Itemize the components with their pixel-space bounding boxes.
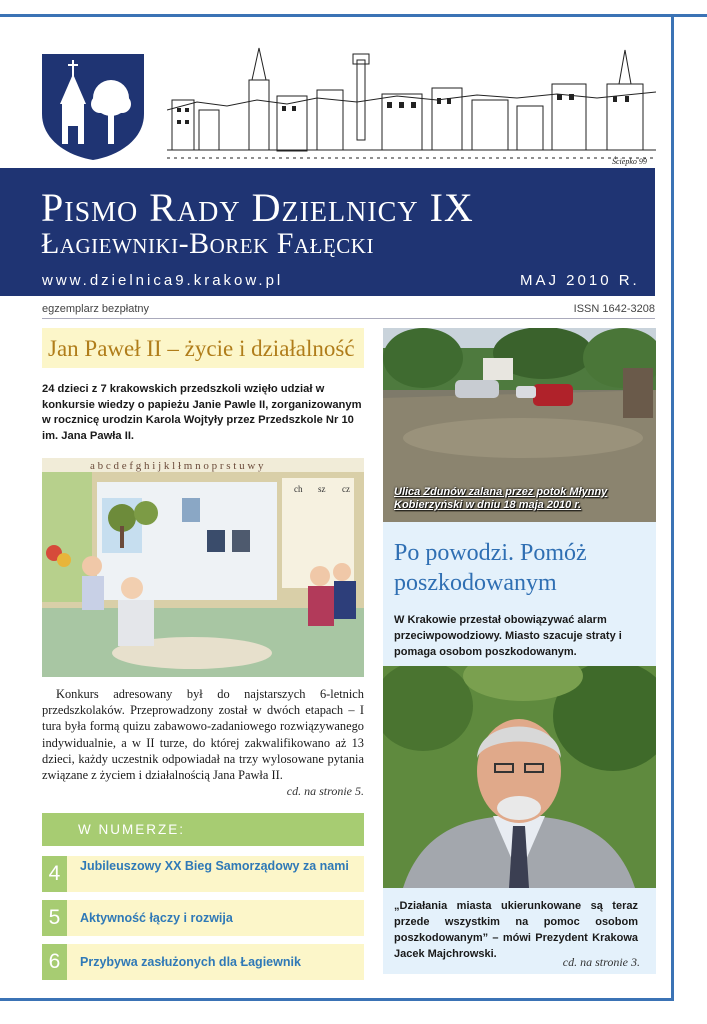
portrait-photo [383, 666, 656, 888]
masthead-subtitle: Łagiewniki-Borek Fałęcki [41, 227, 374, 260]
toc-item-number: 4 [42, 856, 67, 892]
coat-of-arms-icon [40, 52, 146, 162]
town-sketch-illustration [167, 40, 656, 168]
frame-top-border [0, 14, 707, 17]
toc-heading: W NUMERZE: [78, 822, 185, 837]
article-continued-link[interactable]: cd. na stronie 5. [286, 784, 364, 798]
article-lead: 24 dzieci z 7 krakowskich przedszkoli wzięło udział w konkursie wiedzy o papieżu Janie Pawle II, zorganizowanym w rocznicę urodzin Karola Wojtyły przez Przedszkole Nr 10 im. Jana Pawła II. [42, 383, 362, 442]
article-right-lead: W Krakowie przestał obowiązywać alarm przeciwpowodziowy. Miasto szacuje straty i pomaga osobom poszkodowanym. [394, 614, 622, 658]
toc-item-number: 5 [42, 900, 67, 936]
classroom-photo [42, 458, 364, 677]
flood-photo-caption: Ulica Zdunów zalana przez potok Młynny Kobierzyński w dniu 18 maja 2010 r. [394, 486, 608, 511]
issue-date: MAJ 2010 R. [520, 272, 640, 289]
quote-continued-link[interactable]: cd. na stronie 3. [562, 955, 640, 969]
toc-item-label[interactable]: Jubileuszowy XX Bieg Samorządowy za nami [80, 859, 349, 873]
article-body: Konkurs adresowany był do najstarszych 6-letnich przedszkolaków. Przeprowadzony został w dwóch etapach – I tura była formą quizu zabawowo-zadaniowego rozwiązywanego indywidualnie, a w II turze, do której zakwalifikowano aż 13 dzieci, każdy uczestnik odpowiadał na trzy wylosowane pytania związane z życiem i działalnością Jana Pawła II. [42, 687, 364, 783]
frame-right-border [671, 14, 674, 999]
toc-item-label[interactable]: Aktywność łączy i rozwija [80, 911, 233, 925]
photo-alphabet: a b c d e f g h i j k l ł m n o p r s t u w y [90, 460, 264, 472]
frame-bottom-border [0, 998, 674, 1001]
photo-sidebar-2: sz [318, 484, 326, 494]
toc-item-number: 6 [42, 944, 67, 980]
photo-sidebar-1: ch [294, 484, 303, 494]
masthead-title: Pismo Rady Dzielnicy IX [41, 185, 474, 230]
toc-item-label[interactable]: Przybywa zasłużonych dla Łagiewnik [80, 955, 301, 969]
article-right-title: Po powodzi. Pomóż poszkodowanym [394, 540, 587, 596]
photo-sidebar-3: cz [342, 484, 350, 494]
svg-text:Ściepko 99: Ściepko 99 [612, 157, 647, 166]
quote-text: „Działania miasta ukierunkowane są teraz przede wszystkim na pomoc osobom poszkodowanym” – mówi Prezydent Krakowa Jacek Majchrowski. [394, 900, 638, 960]
free-copy-label: egzemplarz bezpłatny [42, 303, 150, 315]
meta-divider [42, 318, 655, 319]
issn-label: ISSN 1642-3208 [573, 303, 655, 315]
website-url[interactable]: www.dzielnica9.krakow.pl [42, 272, 284, 289]
article-title: Jan Paweł II – życie i działalność [48, 336, 355, 361]
